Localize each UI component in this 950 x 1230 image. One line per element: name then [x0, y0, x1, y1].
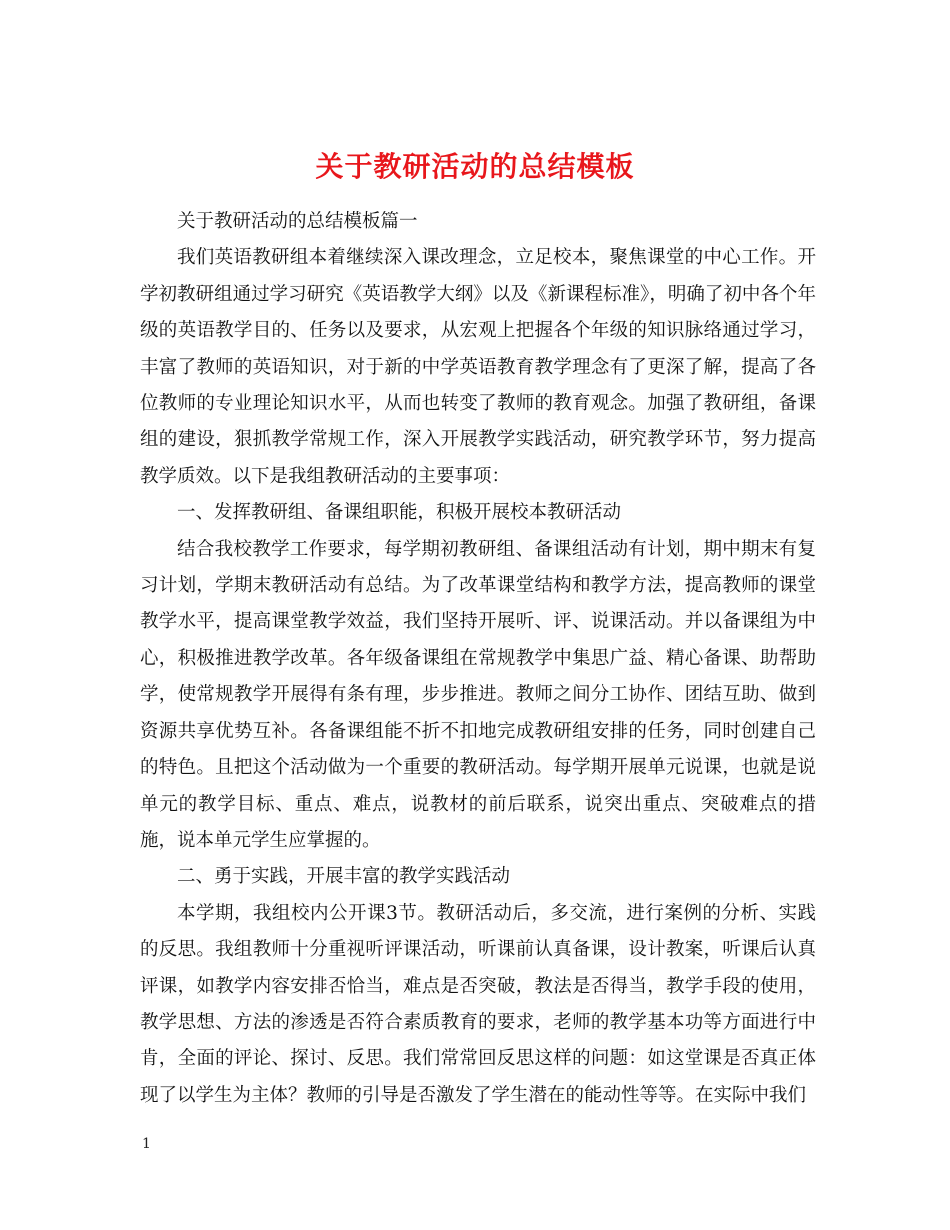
document-body [140, 204, 816, 1114]
page-number: 1 [142, 1136, 151, 1152]
body-paragraph-intro: 我们英语教研组本着继续深入课改理念，立足校本，聚焦课堂的中心工作。开学初教研组通过学习研究《英语教学大纲》以及《新课程标准》，明确了初中各个年级的英语教学目的、任务以及要求，从宏观上把握各个年级的知识脉络通过学习，丰富了教师的英语知识，对于新的中学英语教育教学理念有了更深了解，提高了各位教师的专业理论知识水平，从而也转变了教师的教育观念。加强了教研组，备课组的建设，狠抓教学常规工作，深入开展教学实践活动，研究教学环节，努力提高教学质效。以下是我组教研活动的主要事项： [140, 247, 816, 487]
section-heading-1: 关于教研活动的总结模板篇一 [177, 211, 418, 232]
document-title: 关于教研活动的总结模板 [315, 149, 635, 183]
body-paragraph-2: 本学期，我组校内公开课3节。教研活动后，多交流，进行案例的分析、实践的反思。我组教师十分重视听评课活动，听课前认真备课，设计教案，听课后认真评课，如教学内容安排否恰当，难点是否突破，教法是否得当，教学手段的使用，教学思想、方法的渗透是否符合素质教育的要求，老师的教学基本功等方面进行中肯，全面的评论、探讨、反思。我们常常回反思这样的问题：如这堂课是否真正体现了以学生为主体？教师的引导是否激发了学生潜在的能动性等等。在实际中我们 [140, 902, 816, 1106]
subsection-heading-1: 一、发挥教研组、备课组职能，积极开展校本教研活动 [177, 502, 622, 524]
body-paragraph-1: 结合我校教学工作要求，每学期初教研组、备课组活动有计划，期中期末有复习计划，学期末教研活动有总结。为了改革课堂结构和教学方法，提高教师的课堂教学水平，提高课堂教学效益，我们坚持开展听、评、说课活动。并以备课组为中心，积极推进教学改革。各年级备课组在常规教学中集思广益、精心备课、助帮助学，使常规教学开展得有条有理，步步推进。教师之间分工协作、团结互助、做到资源共享优势互补。各备课组能不折不扣地完成教研组安排的任务，同时创建自己的特色。且把这个活动做为一个重要的教研活动。每学期开展单元说课，也就是说单元的教学目标、重点、难点，说教材的前后联系，说突出重点、突破难点的措施，说本单元学生应掌握的。 [140, 538, 816, 851]
subsection-heading-2: 二、勇于实践，开展丰富的教学实践活动 [177, 866, 511, 888]
